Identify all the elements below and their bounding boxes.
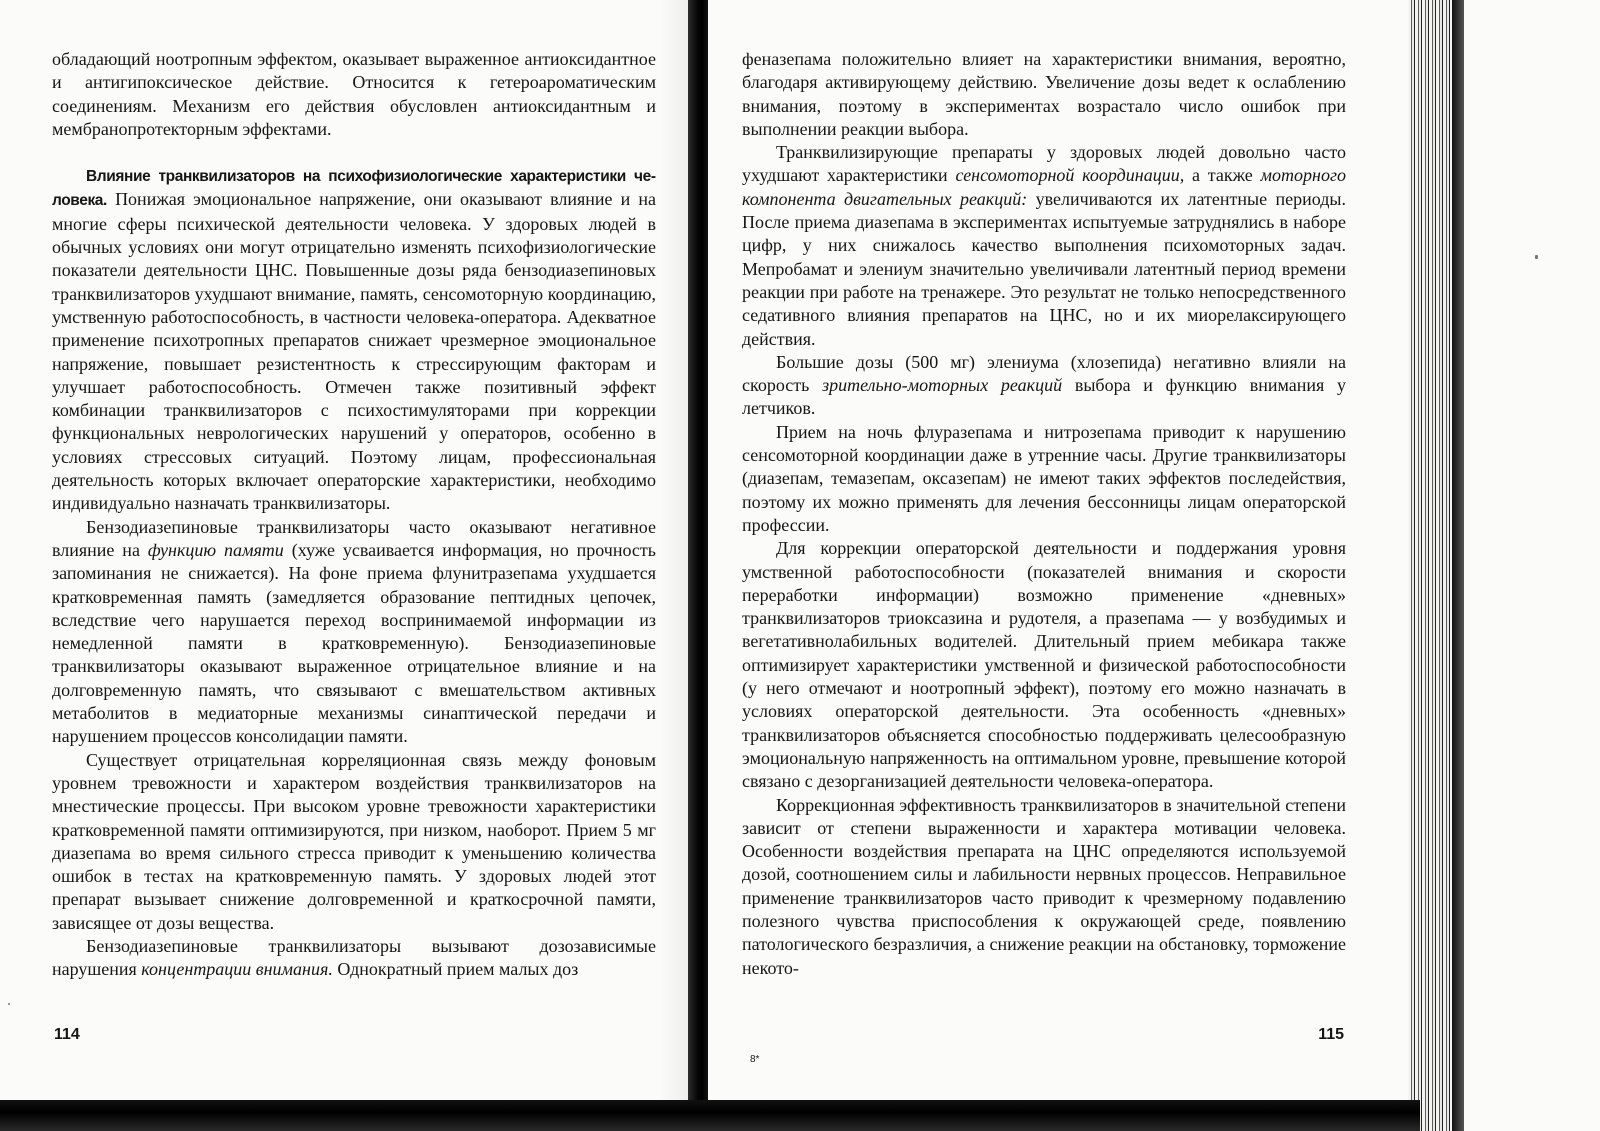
right-page	[708, 0, 1408, 1100]
paragraph	[52, 935, 656, 982]
paragraph-text: Понижая эмоциональное напряжение, они оказывают влияние и на многие сферы психической деятельности человека. У здоровых людей в обычных условиях они могут отрицательно изменять психофизиологические показатели деятельности ЦНС. Повышенные дозы ряда бензодиазепиновых транквилизаторов ухудшают внимание, память, сенсомоторную координацию, умственную работоспособность, в частности человека-оператора. Адекватное применение психотропных препаратов снижает чрезмерное эмоциональное напряжение, повышает резистентность к стрессирующим факторам и улучшает работоспособность. Отмечен также позитивный эффект комбинации транквилизаторов с психостимуляторами при коррекции функциональных неврологических нарушений у операторов, особенно в условиях стрессовых ситуаций. Поэтому лицам, профессиональная деятельность которых включает операторские характеристики, необходимо индивидуально назначать транквилизаторы.	[52, 189, 656, 514]
paragraph-text: Бензодиазепиновые транквилизаторы вызывают дозозависимые нарушения	[52, 935, 656, 980]
paragraph: Существует отрицательная корреляционная связь между фоновым уровнем тревожности и характером воздействия транквилизаторов на мнестические процессы. При высоком уровне тревожности характеристики кратковременной памяти оптимизируются, при низком, наоборот. Прием 5 мг диазепама во время сильного стресса приводит к уменьшению количества ошибок в тестах на кратковременную память. У здоровых людей этот препарат вызывает снижение долговременной и краткосрочной памяти, зависящее от дозы вещества.	[52, 749, 656, 933]
paragraph-text: увеличиваются их латентные периоды. После приема диазепама в экспериментах испытуемые затруднялись в наборе цифр, у них снижалось качество выполнения психомоторных задач. Мепробамат и элениум значительно увеличивали латентный период времени реакции при работе на тренажере. Это результат не только непосредственного седативного влияния препаратов на ЦНС, но и их миорелаксирующего действия.	[742, 188, 1346, 349]
paragraph-text: Бензодиазепиновые транквилизаторы часто оказывают негативное влияние на	[52, 516, 656, 560]
emphasis: концентрации внимания.	[141, 959, 333, 980]
page-stack-edge	[1408, 0, 1458, 1131]
paragraph	[742, 351, 1346, 421]
scan-bottom-edge	[0, 1100, 1420, 1131]
paragraph: Прием на ночь флуразепама и нитрозепама приводит к нарушению сенсомоторной координации даже в утренние часы. Другие транквилизаторы (диазепам, темазепам, оксазепам) не имеют таких эффектов последействия, поэтому их можно применять для лечения бессонницы лицам операторской профессии.	[742, 421, 1346, 535]
emphasis: моторного компонента двигательных реакций:	[742, 165, 1346, 209]
right-text-column	[742, 48, 1346, 980]
page-number: 115	[1318, 1026, 1344, 1043]
paragraph: Коррекционная эффективность транквилизаторов в значительной степени зависит от степени выраженности и характера мотивации человека. Особенности воздействия препарата на ЦНС определяются используемой дозой, соотношением силы и лабильности нервных процессов. Неправильное применение транквилизаторов часто приводит к чрезмерному подавлению полезного чувства приспособления к окружающей среде, появлению патологического безразличия, а снижение реакции на обстановку, торможение некото-	[742, 794, 1346, 978]
left-page	[0, 0, 700, 1100]
paragraph: Для коррекции операторской деятельности и поддержания уровня умственной работоспособности (показателей внимания и скорости переработки информации) возможно применение «дневных» транквилизаторов триоксазина и рудотеля, а празепама — у возбудимых и вегетативнолабильных водителей. Длительный прием мебикара также оптимизирует характеристики умственной и физической работоспособности (у него отмечают и ноотропный эффект), поэтому его можно назначать в условиях операторской деятельности. Эта особенность «дневных» транквилизаторов объясняется способностью поддерживать целесообразную эмоциональную напряженность на оптимальном уровне, превышение которой связано с дезорганизацией деятельности человека-оператора.	[742, 538, 1346, 792]
paragraph-text: Однократный прием малых доз	[332, 959, 579, 980]
paragraph: феназепама положительно влияет на характеристики внимания, вероятно, благодаря активирующему действию. Увеличение дозы ведет к ослаблению внимания, поэтому в экспериментах возрастало число ошибок при выполнении реакции выбора.	[742, 49, 1346, 139]
paragraph	[52, 516, 656, 749]
paragraph-text: Транквилизирующие препараты у здоровых людей довольно часто ухудшают характеристики	[742, 142, 1346, 186]
scan-artifact	[1535, 255, 1538, 259]
paragraph-text: выбора и функцию внимания у летчиков.	[742, 375, 1347, 419]
paragraph	[52, 164, 656, 515]
paragraph-text: (хуже усваивается информация, но прочность запоминания не снижается). На фоне приема флунитразепама ухудшается кратковременная память (замедляется образование пептидных цепочек, вследствие чего нарушается переход воспринимаемой информации из немедленной памяти в кратковременную). Бензодиазепиновые транквилизаторы оказывают выраженное отрицательное влияние и на долговременную память, что связывают с вмешательством активных метаболитов в медиаторные механизмы синаптической передачи и нарушением процессов консолидации памяти.	[52, 539, 656, 747]
paragraph-text: Большие дозы (500 мг) элениума (хлозепида) негативно влияли на скорость	[742, 351, 1346, 396]
left-text-column	[52, 48, 656, 982]
scan-artifact	[8, 1003, 10, 1005]
book-cover-edge	[1452, 0, 1464, 1131]
section-heading: Влияние транквилизаторов на психофизиологические характеристики человека.	[52, 168, 656, 210]
emphasis: зрительно-моторных реакций	[822, 375, 1063, 396]
paragraph	[742, 141, 1346, 351]
page-number: 114	[54, 1026, 80, 1043]
emphasis: сенсомоторной координации,	[955, 165, 1185, 186]
spine-shadow	[660, 0, 690, 1100]
paragraph: обладающий ноотропным эффектом, оказывает выраженное антиоксидантное и антигипоксическое действие. Относится к гетероароматическим соединениям. Механизм его действия обусловлен антиоксидантным и мембранопротекторным эффектами.	[52, 49, 656, 139]
paragraph-text: а также	[1184, 165, 1261, 186]
background-margin	[1464, 0, 1600, 1131]
printer-signature: 8*	[750, 1054, 760, 1065]
emphasis: функцию памяти	[147, 539, 284, 560]
